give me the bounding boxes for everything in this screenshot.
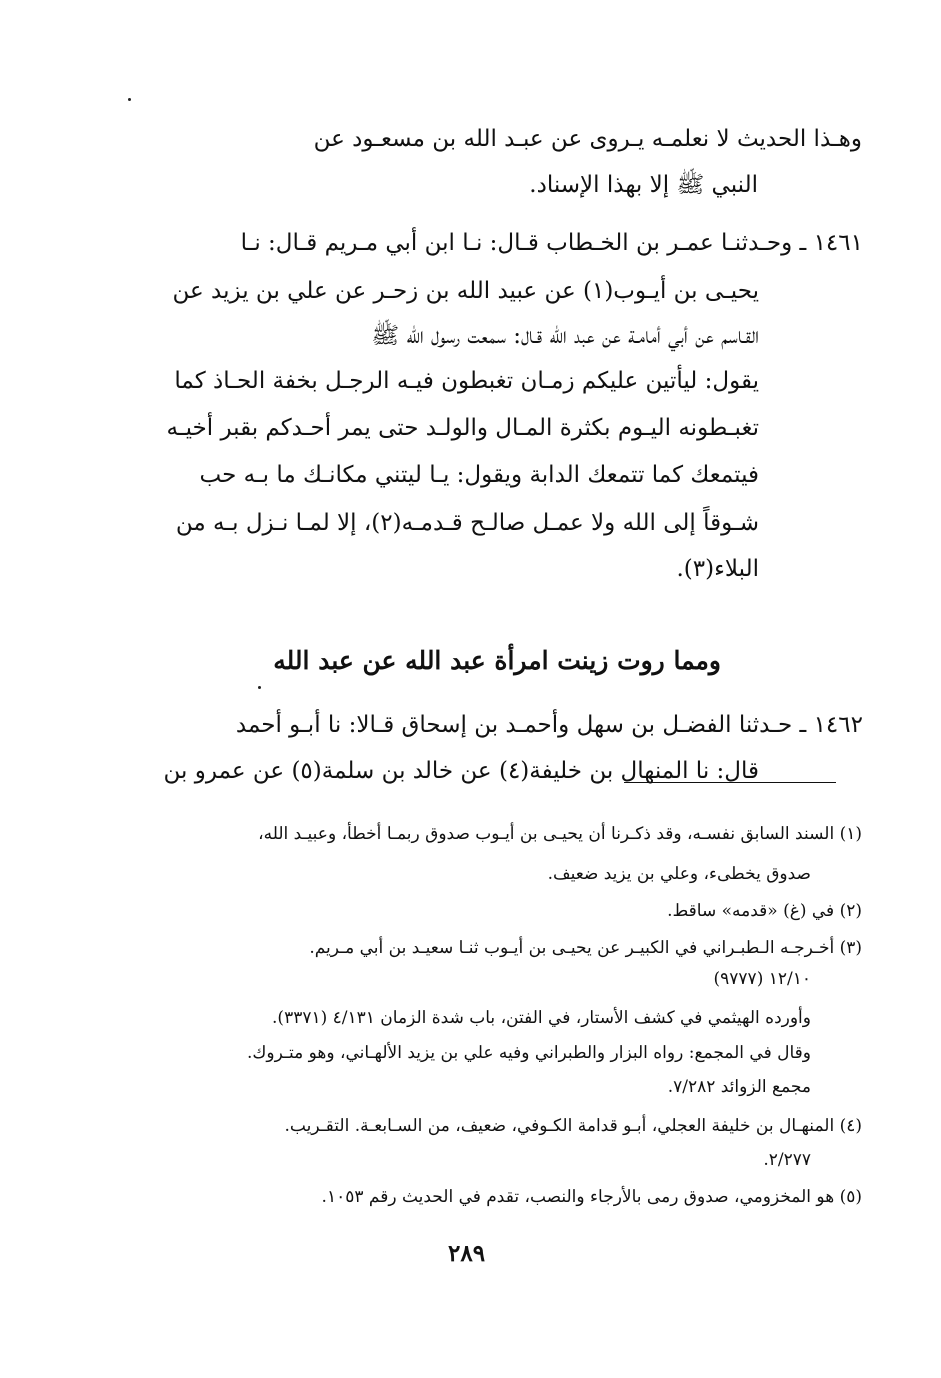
footnote-line: ٢/٢٧٧. — [763, 1150, 811, 1170]
footnote-line: (١) السند السابق نفسـه، وقد ذكـرنا أن يحيـى بن أيـوب صدوق ربمـا أخطأ، وعبيـد الله، — [258, 824, 862, 844]
section-heading: ومما روت زينت امرأة عبد الله عن عبد الله — [273, 646, 721, 675]
footnote-line: ١٢/١٠ (٩٧٧٧) — [713, 969, 811, 989]
hadith-line: ١٤٦١ ـ وحـدثنـا عمـر بن الخـطاب قـال: نـا ابن أبي مـريم قـال: نـا — [240, 230, 863, 256]
hadith-line: فيتمعك كما تتمعك الدابة ويقول: يـا ليتني مكانـك ما بـه حب — [199, 462, 759, 488]
hadith-line: تغبـطونه اليـوم بكثرة المـال والولـد حتى يمر أحـدكم بقبر أخيـه — [166, 415, 759, 441]
footnote-line: (٥) هو المخزومي، صدوق رمى بالأرجاء والنصب، تقدم في الحديث رقم ١٠٥٣. — [321, 1187, 862, 1207]
hadith-line: قال: نا المنهال بن خليفة(٤) عن خالد بن سلمة(٥) عن عمرو بن — [163, 758, 759, 784]
footnote-line: صدوق يخطىء، وعلي بن يزيد ضعيف. — [547, 864, 811, 884]
hadith-line: البلاء(٣). — [676, 556, 759, 582]
footnote-line: (٣) أخـرجـه الـطبـراني في الكبيـر عن يحيـى بن أيـوب ثنـا سعيـد بن أبي مـريم. — [309, 938, 862, 958]
hadith-line: يقول: ليأتين عليكم زمـان تغبطون فيـه الرجـل بخفة الحـاذ كما — [174, 368, 759, 394]
footnote-line: (٢) في (غ) «قدمه» ساقط. — [667, 901, 862, 921]
scan-speck — [128, 98, 131, 101]
footnote-line: (٤) المنهـال بن خليفة العجلي، أبـو قدامة الكـوفي، ضعيف، من السـابعـة. التقـريب. — [284, 1116, 862, 1136]
footnote-separator — [624, 782, 836, 783]
scan-speck — [258, 686, 261, 689]
page-number: ٢٨٩ — [448, 1240, 486, 1267]
footnote-line: وأورده الهيثمي في كشف الأستار، في الفتن، باب شدة الزمان ٤/١٣١ (٣٣٧١). — [272, 1008, 811, 1028]
footnote-line: مجمع الزوائد ٧/٢٨٢. — [667, 1077, 811, 1097]
intro-line: وهـذا الحديث لا نعلمـه يـروى عن عبـد الله بن مسعـود عن — [313, 126, 862, 152]
hadith-line: يحيـى بن أيـوب(١) عن عبيد الله بن زحـر عن علي بن يزيد عن — [172, 278, 759, 304]
footnote-line: وقال في المجمع: رواه البزار والطبراني وفيه علي بن يزيد الألهـاني، وهو متـروك. — [246, 1043, 811, 1063]
intro-line: النبي ﷺ إلا بهذا الإسناد. — [529, 172, 758, 198]
hadith-line: شـوقاً إلى الله ولا عمـل صالـح قـدمـه(٢)، إلا لمـا نـزل بـه من — [175, 510, 759, 536]
hadith-line: القـاسم عن أبي أمامـة عن عبد الله قـال: سمعت رسول الله ﷺ — [371, 323, 759, 349]
hadith-line: ١٤٦٢ ـ حـدثنا الفضـل بن سهل وأحمـد بن إسحاق قـالا: نا أبـو أحمد — [235, 712, 863, 738]
